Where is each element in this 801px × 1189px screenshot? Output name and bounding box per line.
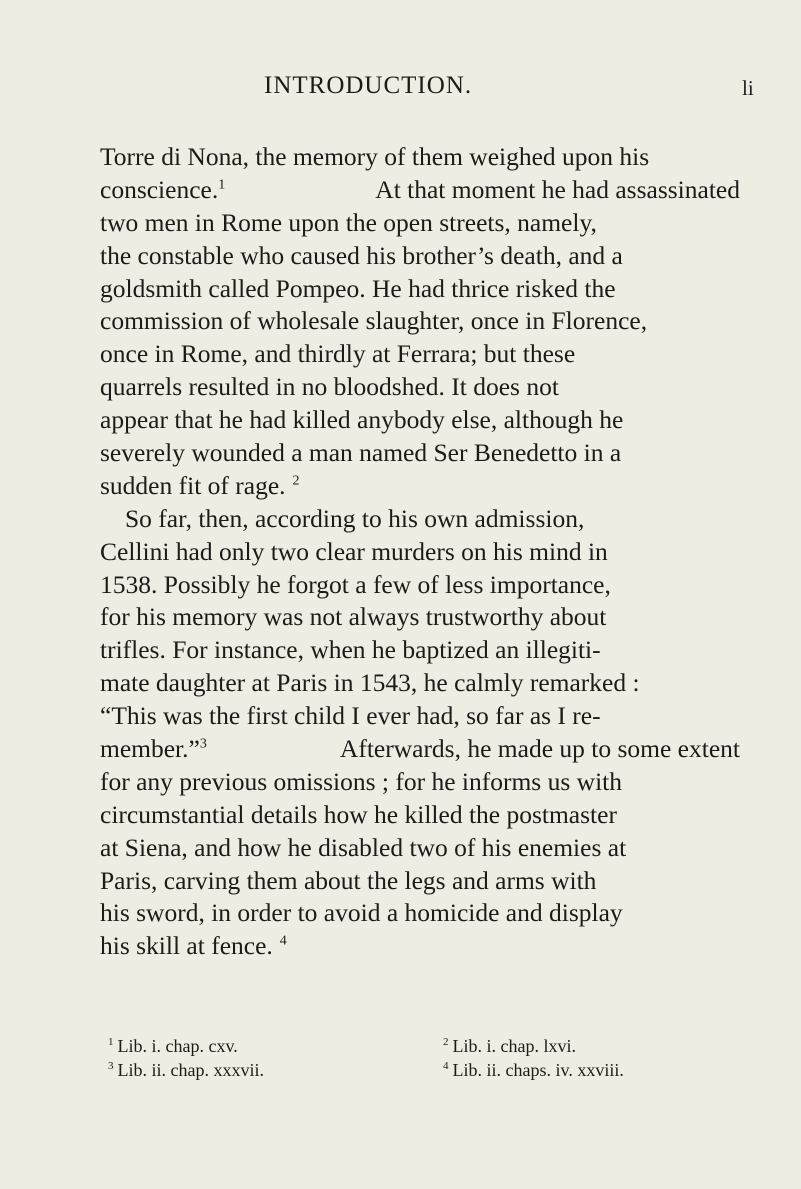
text-line: trifles. For instance, when he baptized an illegiti- <box>100 635 601 665</box>
footnote-text: Lib. ii. chaps. iv. xxviii. <box>452 1060 624 1080</box>
text-line <box>100 930 740 963</box>
text-line: his sword, in order to avoid a homicide and display <box>100 898 623 928</box>
text-line: severely wounded a man named Ser Benedetto in a <box>100 438 622 468</box>
text-line: circumstantial details how he killed the postmaster <box>100 799 617 829</box>
footnote <box>443 1058 773 1082</box>
footnote-row <box>100 1058 780 1082</box>
text-line: mate daughter at Paris in 1543, he calmly remarked : <box>100 668 640 698</box>
text-line: quarrels resulted in no bloodshed. It does not <box>100 372 559 402</box>
text-fragment: Afterwards, he made up to some extent <box>339 734 740 764</box>
text-line <box>100 733 740 766</box>
text-line: 1538. Possibly he forgot a few of less importance, <box>100 569 611 599</box>
footnote-text: Lib. i. chap. cxv. <box>117 1036 238 1056</box>
text-line: appear that he had killed anybody else, although he <box>100 405 624 435</box>
footnote-reference: 3 <box>199 736 207 752</box>
footnote-mark: 3 <box>108 1060 114 1072</box>
footnote <box>443 1034 773 1058</box>
footnotes <box>100 1034 780 1082</box>
text-line: goldsmith called Pompeo. He had thrice risked the <box>100 273 616 303</box>
footnote-text: Lib. i. chap. lxvi. <box>452 1036 576 1056</box>
running-title: INTRODUCTION. <box>264 72 473 99</box>
text-fragment: sudden fit of rage. <box>100 470 286 500</box>
footnote-reference: 4 <box>279 933 287 949</box>
text-line: two men in Rome upon the open streets, namely, <box>100 207 597 237</box>
footnote-text: Lib. ii. chap. xxxvii. <box>117 1060 264 1080</box>
footnote-mark: 2 <box>443 1036 449 1048</box>
footnote-mark: 1 <box>108 1036 114 1048</box>
text-line: the constable who caused his brother’s death, and a <box>100 240 623 270</box>
footnote-row <box>100 1034 780 1058</box>
text-fragment: member.” <box>100 734 200 764</box>
body-text <box>100 141 740 963</box>
footnote-reference: 1 <box>218 177 226 193</box>
text-fragment: conscience. <box>100 174 219 204</box>
text-line: Torre di Nona, the memory of them weighed upon his <box>100 142 650 171</box>
text-line: for his memory was not always trustworthy about <box>100 602 607 632</box>
footnote-reference: 2 <box>292 473 300 489</box>
footnote <box>100 1034 443 1058</box>
text-line: So far, then, according to his own admission, <box>125 503 585 533</box>
page-number: li <box>742 76 754 100</box>
text-fragment: his skill at fence. <box>100 931 273 961</box>
text-line <box>100 470 740 503</box>
text-line: Paris, carving them about the legs and arms with <box>100 865 597 895</box>
text-line <box>100 174 740 207</box>
text-line: for any previous omissions ; for he informs us with <box>100 766 622 796</box>
text-line: once in Rome, and thirdly at Ferrara; but these <box>100 339 576 369</box>
text-line: “This was the first child I ever had, so far as I re- <box>100 701 601 731</box>
footnote <box>100 1058 443 1082</box>
text-line: commission of wholesale slaughter, once in Florence, <box>100 306 648 336</box>
text-fragment: At that moment he had assassinated <box>375 174 740 204</box>
footnote-mark: 4 <box>443 1060 449 1072</box>
text-line: at Siena, and how he disabled two of his enemies at <box>100 832 627 862</box>
text-line: Cellini had only two clear murders on his mind in <box>100 536 608 566</box>
